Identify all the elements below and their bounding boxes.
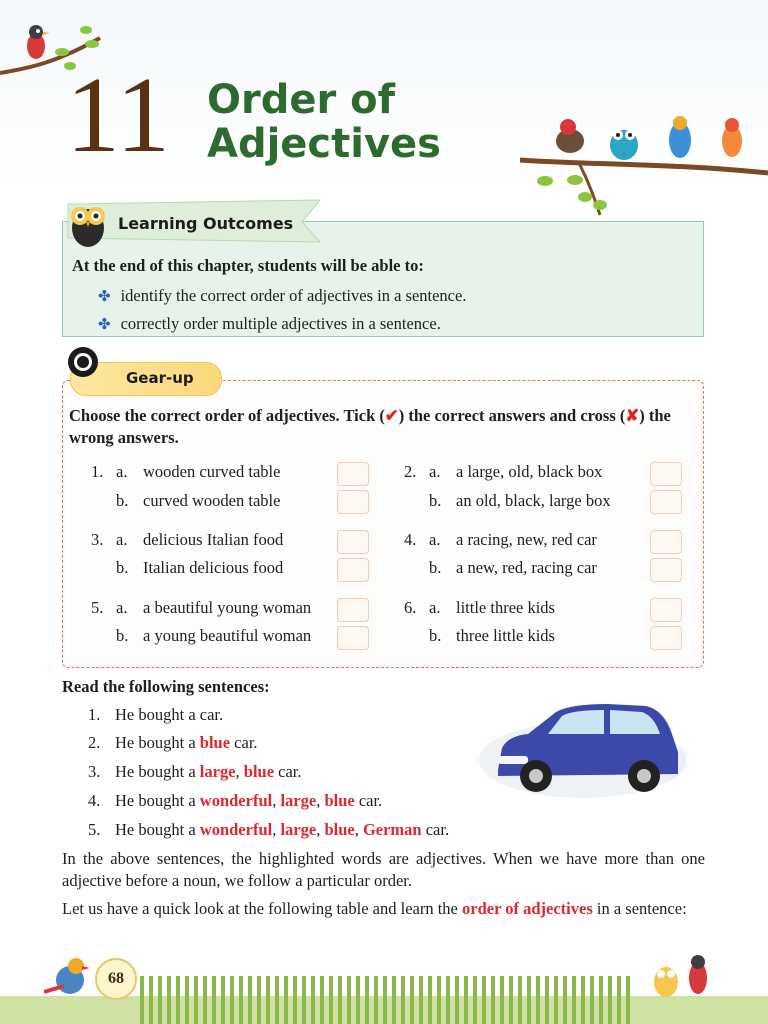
flower-bullet-icon: ✤ (98, 287, 111, 305)
gearup-instructions: Choose the correct order of adjectives. Tick (✔) the correct answers and cross (✘) the wrong answers. (69, 406, 671, 447)
question-number: 3. (91, 530, 104, 549)
chapter-number: 11 (66, 56, 170, 175)
tick-icon: ✔ (384, 406, 399, 425)
gearup-title: Gear-up (126, 369, 194, 387)
chapter-title-line1: Order of (207, 77, 396, 123)
footer-birds-right-icon (648, 952, 718, 1000)
option-label: b. (429, 626, 442, 645)
answer-box[interactable] (650, 530, 682, 554)
answer-box[interactable] (650, 598, 682, 622)
option-label: a. (116, 462, 128, 481)
option-text: delicious Italian food (143, 530, 284, 549)
branch-birds-illustration-right (520, 105, 768, 220)
gear-icon (66, 345, 100, 379)
option-label: b. (429, 558, 442, 577)
example-sentence: 3. He bought a large, blue car. (88, 762, 302, 781)
answer-box[interactable] (337, 558, 369, 582)
option-text: curved wooden table (143, 491, 281, 510)
chapter-title-line2: Adjectives (207, 121, 441, 167)
car-illustration (478, 700, 688, 800)
learning-outcome-item: ✤ identify the correct order of adjectives in a sentence. (98, 286, 467, 305)
answer-box[interactable] (337, 598, 369, 622)
answer-box[interactable] (337, 462, 369, 486)
question-number: 4. (404, 530, 417, 549)
option-text: a young beautiful woman (143, 626, 312, 645)
answer-box[interactable] (650, 558, 682, 582)
option-text: little three kids (456, 598, 555, 617)
option-text: wooden curved table (143, 462, 281, 481)
option-text: a large, old, black box (456, 462, 603, 481)
reading-heading: Read the following sentences: (62, 677, 270, 696)
explanation-paragraph: In the above sentences, the highlighted words are adjectives. When we have more than one adjective before a noun, we follow a particular order. (62, 849, 705, 890)
option-text: Italian delicious food (143, 558, 284, 577)
question-number: 2. (404, 462, 417, 481)
owl-icon (66, 198, 110, 248)
option-label: a. (429, 530, 441, 549)
option-text: three little kids (456, 626, 555, 645)
chapter-title (207, 78, 441, 166)
option-label: a. (429, 598, 441, 617)
cross-icon: ✘ (625, 406, 640, 425)
answer-box[interactable] (650, 626, 682, 650)
option-label: b. (116, 626, 129, 645)
answer-box[interactable] (337, 490, 369, 514)
answer-box[interactable] (337, 530, 369, 554)
question-number: 6. (404, 598, 417, 617)
option-label: b. (116, 558, 129, 577)
question-number: 1. (91, 462, 104, 481)
answer-box[interactable] (650, 490, 682, 514)
footer-bird-left-icon (44, 952, 94, 1000)
page-number: 68 (95, 958, 137, 1000)
explanation-paragraph: Let us have a quick look at the following table and learn the order of adjectives in a sentence: (62, 899, 687, 918)
example-sentence: 2. He bought a blue car. (88, 733, 258, 752)
option-text: a new, red, racing car (456, 558, 597, 577)
option-label: b. (429, 491, 442, 510)
option-text: a beautiful young woman (143, 598, 312, 617)
flower-bullet-icon: ✤ (98, 315, 111, 333)
answer-box[interactable] (337, 626, 369, 650)
learning-outcome-item: ✤ correctly order multiple adjectives in a sentence. (98, 314, 441, 333)
option-label: a. (429, 462, 441, 481)
example-sentence: 4. He bought a wonderful, large, blue car. (88, 791, 383, 810)
option-label: a. (116, 598, 128, 617)
option-text: an old, black, large box (456, 491, 611, 510)
learning-outcomes-intro: At the end of this chapter, students will be able to: (72, 256, 424, 275)
learning-outcomes-title: Learning Outcomes (118, 214, 294, 233)
footer-stripes (140, 976, 630, 1024)
question-number: 5. (91, 598, 104, 617)
example-sentence: 5. He bought a wonderful, large, blue, German car. (88, 820, 450, 839)
answer-box[interactable] (650, 462, 682, 486)
option-label: a. (116, 530, 128, 549)
option-text: a racing, new, red car (456, 530, 597, 549)
example-sentence: 1. He bought a car. (88, 705, 224, 724)
option-label: b. (116, 491, 129, 510)
